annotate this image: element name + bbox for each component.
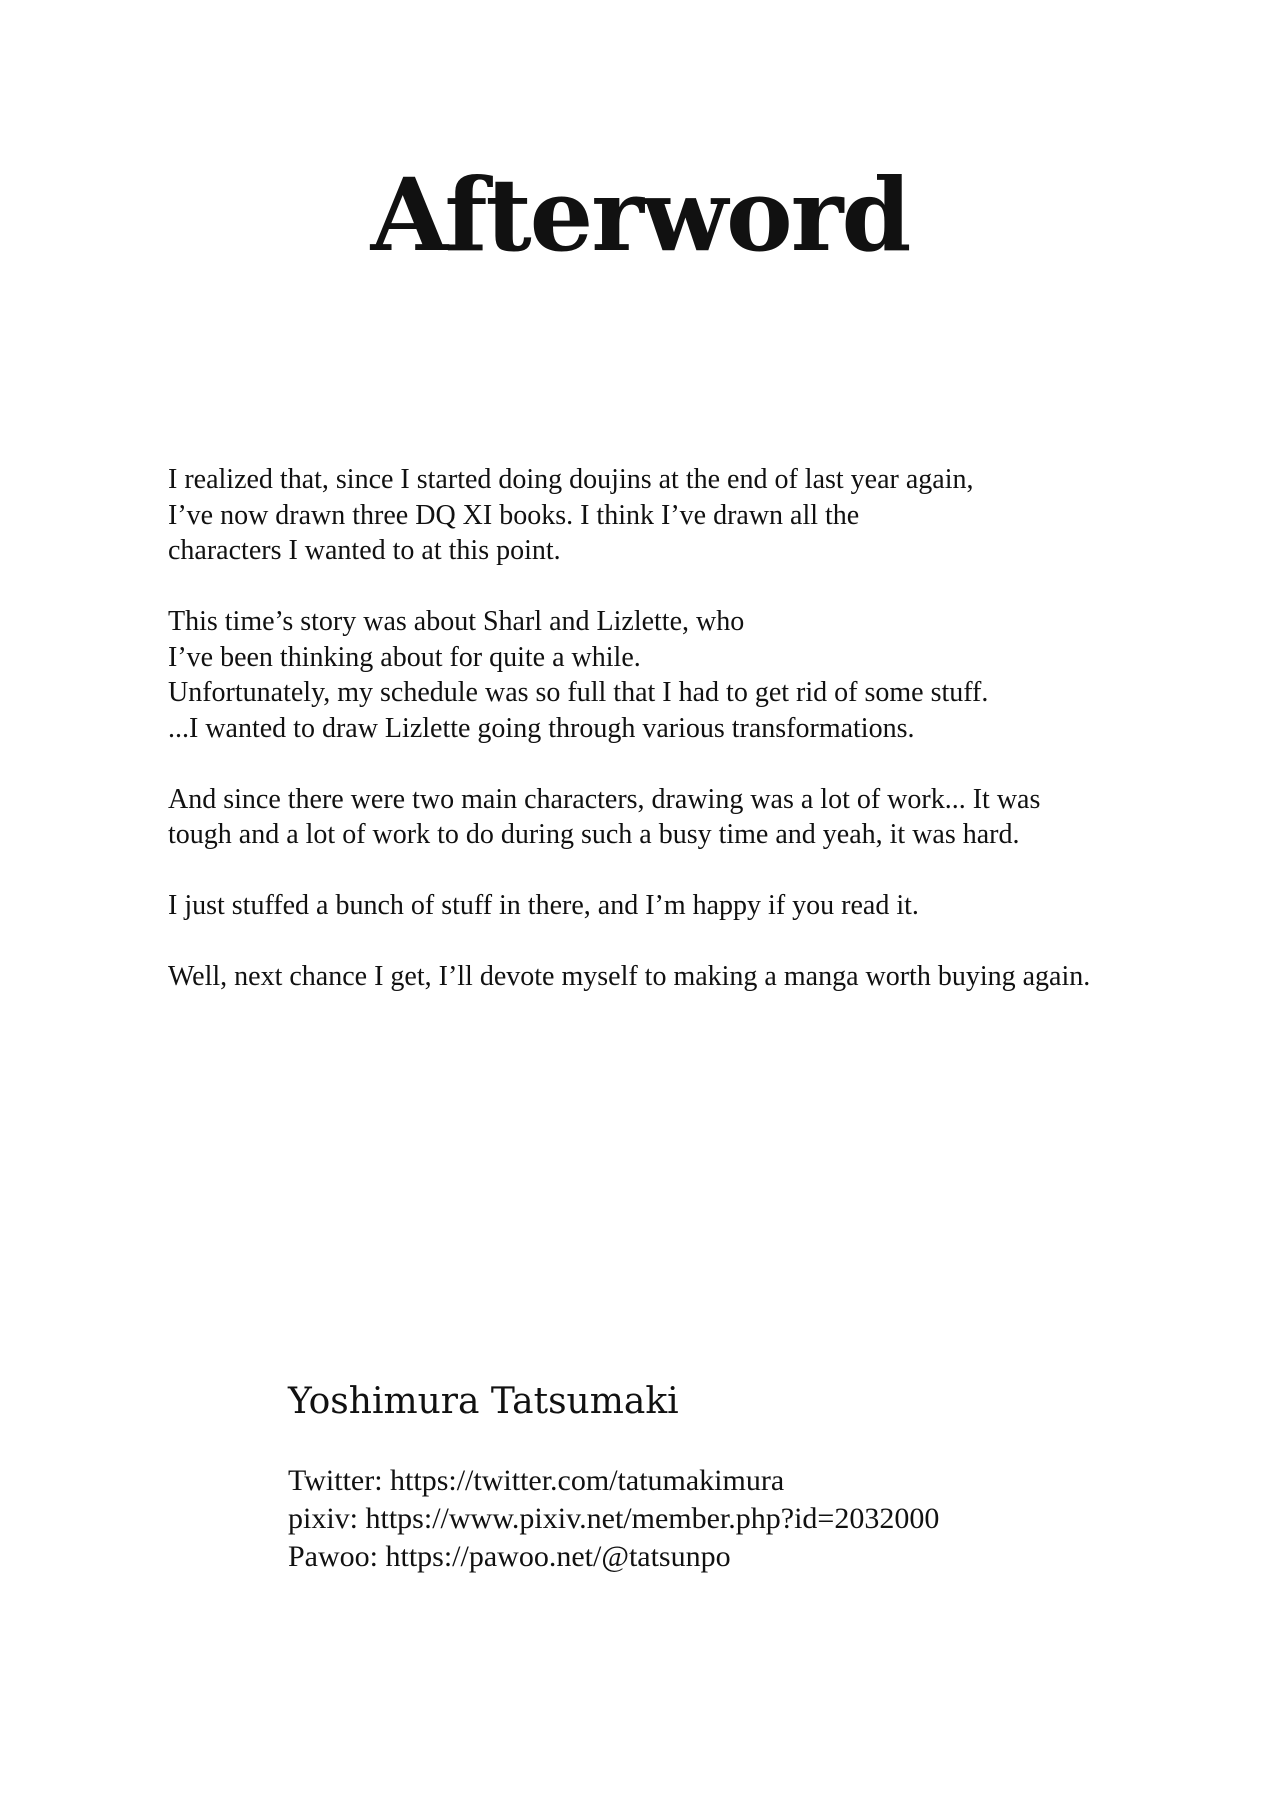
twitter-label: Twitter: bbox=[288, 1464, 391, 1497]
author-signature bbox=[288, 1378, 1188, 1576]
pawoo-label: Pawoo: bbox=[288, 1540, 386, 1573]
text-line: I realized that, since I started doing doujins at the end of last year again, bbox=[168, 464, 974, 495]
author-name: Yoshimura Tatsumaki bbox=[288, 1381, 679, 1422]
text-line: tough and a lot of work to do during such a busy time and yeah, it was hard. bbox=[168, 819, 1020, 850]
pawoo-link-row bbox=[288, 1538, 1188, 1576]
text-line: ...I wanted to draw Lizlette going through various transformations. bbox=[168, 712, 915, 744]
text-line: I’ve been thinking about for quite a while. bbox=[168, 641, 641, 673]
text-line: I just stuffed a bunch of stuff in there, and I’m happy if you read it. bbox=[168, 890, 919, 921]
paragraph-3 bbox=[168, 782, 1218, 853]
text-line: Well, next chance I get, I’ll devote myself to making a manga worth buying again. bbox=[168, 961, 1091, 992]
paragraph-5 bbox=[168, 959, 1218, 995]
pixiv-label: pixiv: bbox=[288, 1502, 366, 1535]
author-links bbox=[288, 1462, 1188, 1576]
text-line: Unfortunately, my schedule was so full that I had to get rid of some stuff. bbox=[168, 677, 989, 708]
paragraph-1 bbox=[168, 462, 1218, 569]
text-line: This time’s story was about Sharl and Lizlette, who bbox=[168, 606, 745, 637]
twitter-link-row bbox=[288, 1462, 1188, 1500]
pixiv-link-row bbox=[288, 1500, 1188, 1538]
page-title: Afterword bbox=[370, 156, 910, 274]
pawoo-link[interactable]: https://pawoo.net/@tatsunpo bbox=[385, 1540, 731, 1573]
text-line: characters I wanted to at this point. bbox=[168, 535, 561, 566]
twitter-link[interactable]: https://twitter.com/tatumakimura bbox=[390, 1464, 785, 1497]
afterword-body bbox=[168, 462, 1218, 1030]
text-line: And since there were two main characters, drawing was a lot of work... It was bbox=[168, 783, 1041, 815]
text-line: I’ve now drawn three DQ XI books. I think I’ve drawn all the bbox=[168, 499, 860, 531]
pixiv-link[interactable]: https://www.pixiv.net/member.php?id=2032000 bbox=[365, 1502, 940, 1535]
paragraph-4 bbox=[168, 888, 1218, 924]
paragraph-2 bbox=[168, 604, 1218, 746]
